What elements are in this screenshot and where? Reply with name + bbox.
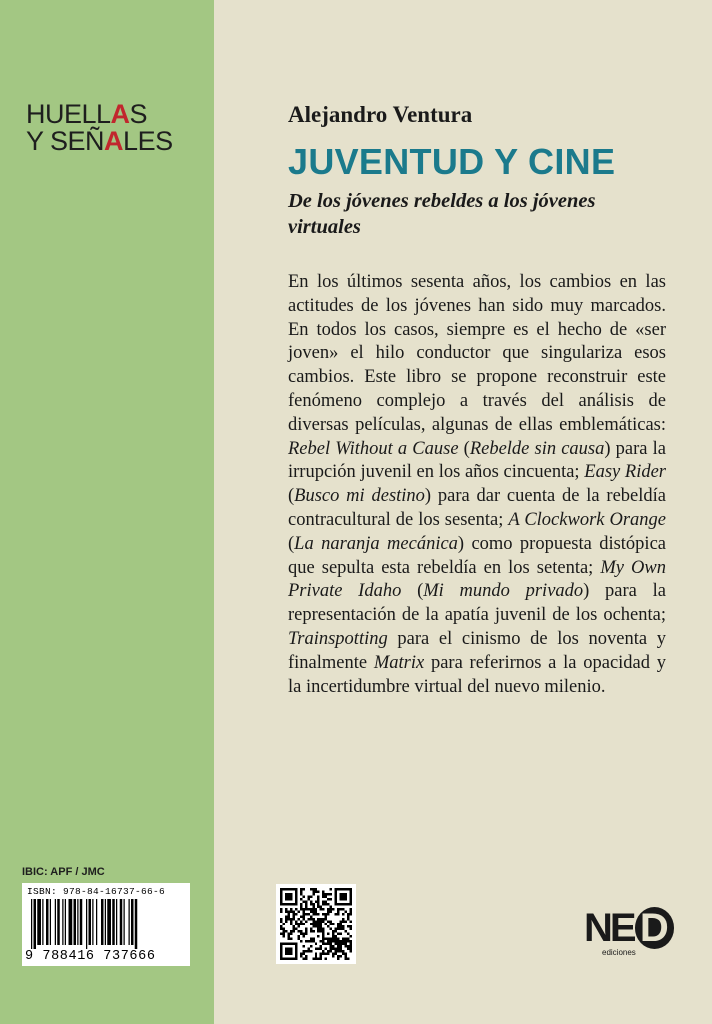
series-logo [26,101,176,155]
book-title: JUVENTUD Y CINE [288,141,616,182]
publisher-logo-subtext: ediciones [602,948,636,957]
series-logo-accent-2: A [104,126,124,156]
film-title: La naranja mecánica [294,533,458,554]
film-title: Matrix [373,652,425,673]
film-title: Rebel Without a Cause [288,438,459,459]
isbn-barcode [22,883,190,966]
series-logo-text-1a: HUELL [26,99,111,129]
film-title: My Own Private Idaho [288,557,666,602]
film-title: Easy Rider [584,462,667,483]
author-name: Alejandro Ventura [288,102,473,127]
film-title: Rebelde sin causa [469,438,605,459]
series-spine-band [0,0,214,1024]
publisher-logo [584,906,674,962]
ibic-code: IBIC: APF / JMC [22,866,105,878]
barcode-digits: 9 788416 737666 [25,949,156,964]
barcode-icon [29,899,185,949]
book-blurb: En los últimos sesenta años, los cambios en las actitudes de los jóvenes han sido muy marcados. En todos los casos, siempre es el hecho de «ser joven» el hilo conductor que singulariza esos cambios. Este libro se propone reconstruir este fenómeno complejo a través del análisis de diversas películas, algunas de ellas emblemáticas: Rebel Without a Cause (Rebelde sin causa) para la irrupción juvenil en los años cincuenta; Easy Rider (Busco mi destino) para dar cuenta de la rebeldía contracultural de los sesenta; A Clockwork Orange (La naranja mecánica) como propuesta distópica que sepulta esta rebeldía en los setenta; My Own Private Idaho (Mi mundo privado) para la representación de la apatía juvenil de los ochenta; Trainspotting para el cinismo de los noventa y finalmente Matrix para referirnos a la opacidad y la incertidumbre virtual del nuevo milenio. [288,272,667,697]
publisher-logo-circle: D [635,907,674,949]
film-title: Mi mundo privado [423,581,584,602]
series-logo-text-2a: Y SEÑ [26,126,105,156]
isbn-text: ISBN: 978-84-16737-66-6 [27,886,166,897]
series-logo-line-1 [26,101,176,128]
film-title: Trainspotting [288,628,388,649]
series-logo-text-1b: S [129,99,148,129]
series-logo-line-2 [26,128,176,155]
film-title: A Clockwork Orange [508,509,667,530]
book-subtitle: De los jóvenes rebeldes a los jóvenes virtuales [288,190,596,238]
film-title: Busco mi destino [294,486,425,507]
series-logo-text-2b: LES [123,126,173,156]
series-logo-accent-1: A [110,99,130,129]
qr-code-icon [276,884,356,964]
publisher-logo-text: NE [584,906,634,950]
